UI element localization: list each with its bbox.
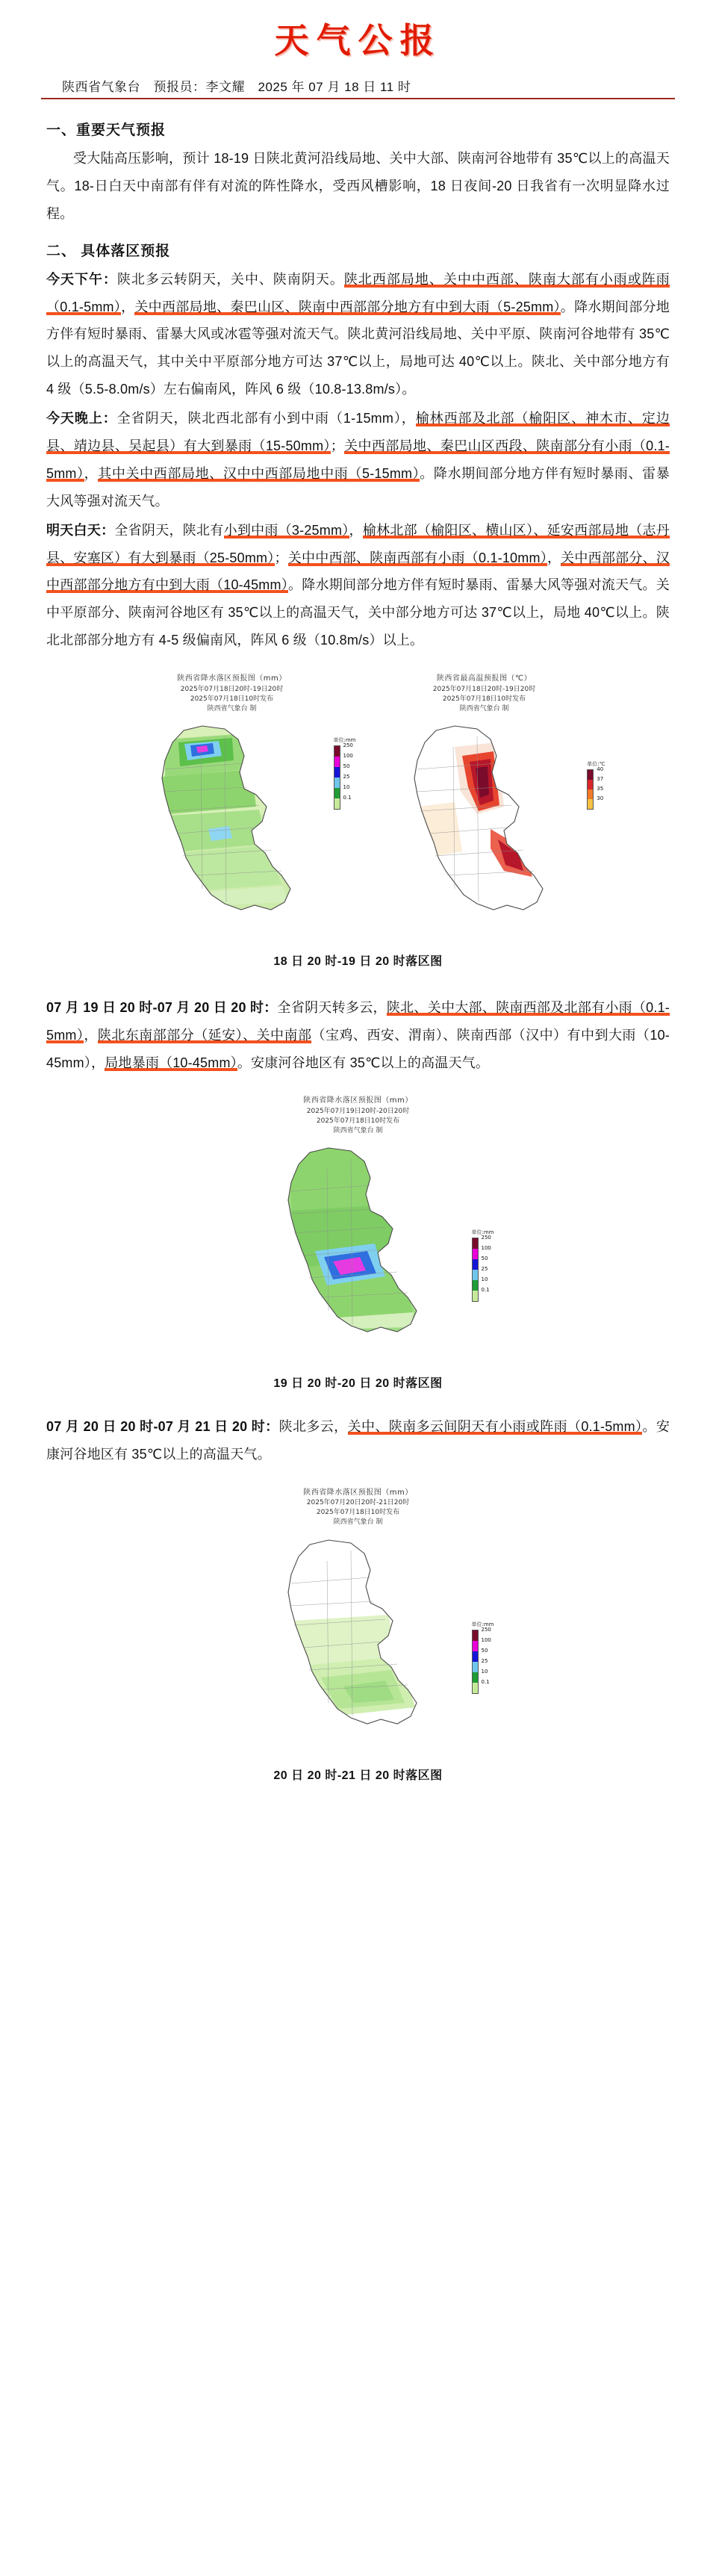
- legend-label: 100: [343, 752, 353, 759]
- highlight-day20-light-rain: 关中、陕南多云间阴天有小雨或阵雨（0.1-5mm）: [347, 1419, 643, 1435]
- legend-label: 25: [481, 1266, 488, 1273]
- forecast-tomorrow-daytime: [46, 517, 670, 654]
- figure-source-1: 陕西省气象台 制: [207, 704, 257, 713]
- figure-precip-19-20: [231, 1096, 494, 1363]
- forecast-text-plain-1: 陕北多云转阴天，关中、陕南阴天。: [116, 271, 344, 287]
- figure-caption-2: 19 日 20 时-20 日 20 时落区图: [273, 1377, 443, 1391]
- legend-bar-3: [472, 1235, 491, 1302]
- document-body: [0, 99, 716, 1801]
- forecast-text-plain-9: 。安康河谷地区有 35℃以上的高温天气。: [237, 1055, 490, 1070]
- forecast-text-plain-2: 。降水期间部分地方伴有短时暴雨、雷暴大风或冰雹等强对流天气。陕北黄河沿线局地、关中平原、陕南河谷地带有 35℃以上的高温天气，其中关中平原部分地方可达 37℃以上，局地可达 40℃以上。陕北、关中部分地方有 4 级（5.5-8.0m/s）左右偏南风，阵风 6 级（10.8-13.8m/s）。: [46, 299, 670, 397]
- highlight-hanzhong-moderate-rain: 其中关中西部局地、汉中中西部局地中雨（5-15mm）: [98, 465, 420, 481]
- figure-period-4: 2025年07月20日20时-21日20时: [306, 1499, 410, 1507]
- shaanxi-maxtemp-map: [365, 717, 604, 941]
- legend-label: 250: [481, 1626, 491, 1633]
- separator-3: ，: [84, 465, 99, 481]
- figure-header-4: [231, 1488, 485, 1528]
- legend-unit-3: 单位:mm: [471, 1229, 494, 1236]
- figure-caption-1: 18 日 20 时-19 日 20 时落区图: [273, 955, 443, 968]
- figure-header-2: [365, 674, 604, 714]
- figure-issued-1: 2025年07月18日10时发布: [190, 695, 274, 703]
- section-1-paragraph: 受大陆高压影响，预计 18-19 日陕北黄河沿线局地、关中大部、陕南河谷地带有 35℃以上的高温天气。18-日白天中南部有伴有对流的阵性降水，受西风槽影响，18 日夜间-20 日我省有一次明显降水过程。: [46, 151, 670, 221]
- legend-label: 250: [343, 742, 353, 748]
- legend-label: 40: [597, 766, 604, 772]
- forecast-text-plain-11: 。安康河谷地区有 35℃以上的高温天气。: [46, 1419, 670, 1462]
- legend-seg: [473, 1287, 490, 1301]
- figure-header-3: [231, 1096, 485, 1136]
- figure-header-1: [113, 674, 352, 714]
- legend-label: 25: [343, 773, 350, 780]
- separator-1: ，: [121, 299, 135, 314]
- figure-title-3: 陕西省降水落区预报图（mm）: [303, 1096, 413, 1105]
- page-title: 天气公报: [274, 20, 442, 60]
- legend-bar-4: [472, 1626, 491, 1694]
- highlight-yulin-heavy-rain: 榆林西部及北部（榆阳区、神木市、定边县、靖边县、吴起县）有大到暴雨（15-50mm）: [46, 411, 670, 454]
- highlight-guanzhong-light-rain: 关中西部局地、秦巴山区西段、陕南部分有小雨（0.1-5mm）: [46, 438, 670, 481]
- byline: 陕西省气象台 预报员：李文耀 2025 年 07 月 18 日 11 时: [62, 80, 411, 94]
- highlight-day19-yanan-guanzhong: 陕北东南部部分（延安）、关中南部: [97, 1027, 312, 1043]
- highlight-hanzhong-moderate-heavy-rain: 关中西部部分、汉中西部部分地方有中到大雨（10-45mm）: [46, 550, 670, 593]
- figure-single-3: [46, 1488, 670, 1755]
- legend-label: 100: [481, 1245, 491, 1252]
- forecast-text-plain-6: 。降水期间部分地方伴有短时暴雨、雷暴大风等强对流天气。关中平原部分、陕南河谷地区有 35℃以上的高温天气，关中部分地方可达 37℃以上，局地 40℃以上。陕北北部部分地方有 4-5 级偏南风，阵风 6 级（10.8m/s）以上。: [46, 577, 670, 648]
- legend-bar-2: [587, 766, 604, 810]
- shaanxi-precip-map-3: [231, 1531, 485, 1755]
- figure-maxtemp-18-19: [365, 674, 604, 941]
- forecast-today-afternoon: [46, 266, 670, 403]
- map-canvas-1: [113, 717, 356, 941]
- highlight-shanbei-light-moderate-rain: 小到中雨（3-25mm）: [223, 522, 349, 538]
- figure-caption-3: 20 日 20 时-21 日 20 时落区图: [273, 1769, 443, 1782]
- figure-single-2: [46, 1096, 670, 1363]
- legend-unit-1: 单位:mm: [333, 736, 356, 743]
- figure-issued-2: 2025年07月18日10时发布: [442, 695, 526, 703]
- forecast-text-plain-10: 陕北多云，: [278, 1419, 348, 1435]
- legend-label: 10: [481, 1668, 488, 1675]
- legend-label: 250: [481, 1235, 491, 1241]
- forecast-label-tomorrow-daytime: 明天白天：: [46, 522, 115, 538]
- byline-row: [41, 76, 675, 99]
- figure-title-4: 陕西省降水落区预报图（mm）: [303, 1488, 413, 1497]
- legend-unit-4: 单位:mm: [471, 1621, 494, 1627]
- legend-label: 10: [343, 783, 350, 790]
- legend-seg: [334, 783, 350, 798]
- legend-bar-1: [334, 742, 353, 810]
- figure-title-1: 陕西省降水落区预报图（mm）: [177, 674, 287, 683]
- legend-seg: [473, 1678, 490, 1693]
- legend-label: 30: [597, 795, 604, 801]
- figure-period-2: 2025年07月18日20时-19日20时: [432, 685, 536, 693]
- highlight-precip-moderate-heavy-1: 关中西部局地、秦巴山区、陕南中西部部分地方有中到大雨（5-25mm）: [134, 299, 561, 314]
- legend-unit-2: 单位:℃: [587, 760, 606, 767]
- separator-7: ，: [84, 1027, 98, 1043]
- figure-precip-20-21: [231, 1488, 494, 1755]
- legend-label: 50: [343, 763, 350, 769]
- figure-precip-18-19: [113, 674, 356, 941]
- shaanxi-precip-map-1: [113, 717, 352, 941]
- figure-issued-4: 2025年07月18日10时发布: [316, 1509, 400, 1517]
- highlight-day19-light-rain: 陕北、关中大部、陕南西部及北部有小雨（0.1-5mm）: [46, 999, 670, 1043]
- forecast-tonight: [46, 405, 670, 515]
- legend-label: 50: [481, 1256, 488, 1262]
- forecast-day20-21: [46, 1413, 670, 1468]
- separator-2: ；: [330, 438, 344, 454]
- figure-pair-1: [46, 674, 670, 941]
- legend-maxtemp: [587, 760, 605, 810]
- separator-5: ；: [274, 550, 288, 565]
- figure-issued-3: 2025年07月18日10时发布: [316, 1117, 400, 1125]
- map-canvas-4: [231, 1531, 494, 1755]
- legend-label: 10: [481, 1276, 488, 1283]
- forecast-text-plain-7: 全省阴天转多云，: [277, 999, 387, 1015]
- forecast-text-plain-5: 全省阴天，陕北有: [114, 522, 224, 538]
- forecast-label-today-afternoon: 今天下午：: [46, 271, 117, 287]
- legend-seg: [334, 794, 352, 809]
- legend-label: 0.1: [481, 1287, 490, 1294]
- legend-label: 37: [597, 775, 604, 782]
- highlight-yulin-yanan-heavy-rain: 榆林北部（榆阳区、横山区）、延安西部局地（志丹县、安塞区）有大到暴雨（25-50mm）: [46, 522, 670, 565]
- highlight-day19-local-rainstorm: 局地暴雨（10-45mm）: [105, 1055, 237, 1070]
- legend-label: 35: [597, 785, 604, 792]
- separator-6: ，: [547, 550, 561, 565]
- legend-label: 50: [481, 1647, 488, 1654]
- figure-source-2: 陕西省气象台 制: [459, 704, 509, 713]
- legend-seg: [473, 1276, 488, 1291]
- figure-source-4: 陕西省气象台 制: [333, 1518, 383, 1527]
- legend-precip-1: [334, 736, 356, 810]
- forecast-label-day19: 07 月 19 日 20 时-07 月 20 日 20 时：: [46, 999, 278, 1015]
- section-heading-1: 一、重要天气预报: [46, 122, 166, 138]
- legend-precip-2: [472, 1229, 494, 1302]
- legend-label: 100: [481, 1636, 491, 1643]
- figure-period-1: 2025年07月18日20时-19日20时: [180, 685, 284, 693]
- separator-4: ，: [349, 522, 363, 538]
- title-banner: [0, 0, 716, 70]
- forecast-day19-20: [46, 994, 670, 1077]
- highlight-guanzhong-shannan-light-rain: 关中中西部、陕南西部有小雨（0.1-10mm）: [287, 550, 547, 565]
- legend-seg: [588, 795, 604, 809]
- shaanxi-precip-map-2: [231, 1139, 485, 1363]
- forecast-text-plain-8: （宝鸡、西安、渭南）、陕南西部（汉中）有中到大雨（10-45mm），: [46, 1027, 670, 1070]
- legend-label: 0.1: [481, 1678, 490, 1685]
- highlight-precip-light-rain-1: 陕北西部局地、关中中西部、陕南大部有小雨或阵雨（0.1-5mm）: [46, 271, 670, 314]
- forecast-label-tonight: 今天晚上：: [46, 411, 117, 426]
- figure-period-3: 2025年07月19日20时-20日20时: [306, 1107, 410, 1115]
- map-canvas-2: [365, 717, 604, 941]
- figure-source-3: 陕西省气象台 制: [333, 1127, 383, 1135]
- legend-precip-3: [472, 1621, 494, 1694]
- forecast-text-plain-3: 全省阴天，陕北西北部有小到中雨（1-15mm），: [116, 411, 416, 426]
- figure-title-2: 陕西省最高温预报图（℃）: [436, 674, 532, 683]
- forecast-text-plain-4: 。降水期间部分地方伴有短时暴雨、雷暴大风等强对流天气。: [46, 465, 670, 509]
- legend-label: 0.1: [343, 794, 352, 801]
- legend-label: 25: [481, 1657, 488, 1664]
- section-heading-2: 二、 具体落区预报: [46, 243, 171, 259]
- forecast-label-day20: 07 月 20 日 20 时-07 月 21 日 20 时：: [46, 1419, 279, 1435]
- map-canvas-3: [231, 1139, 494, 1363]
